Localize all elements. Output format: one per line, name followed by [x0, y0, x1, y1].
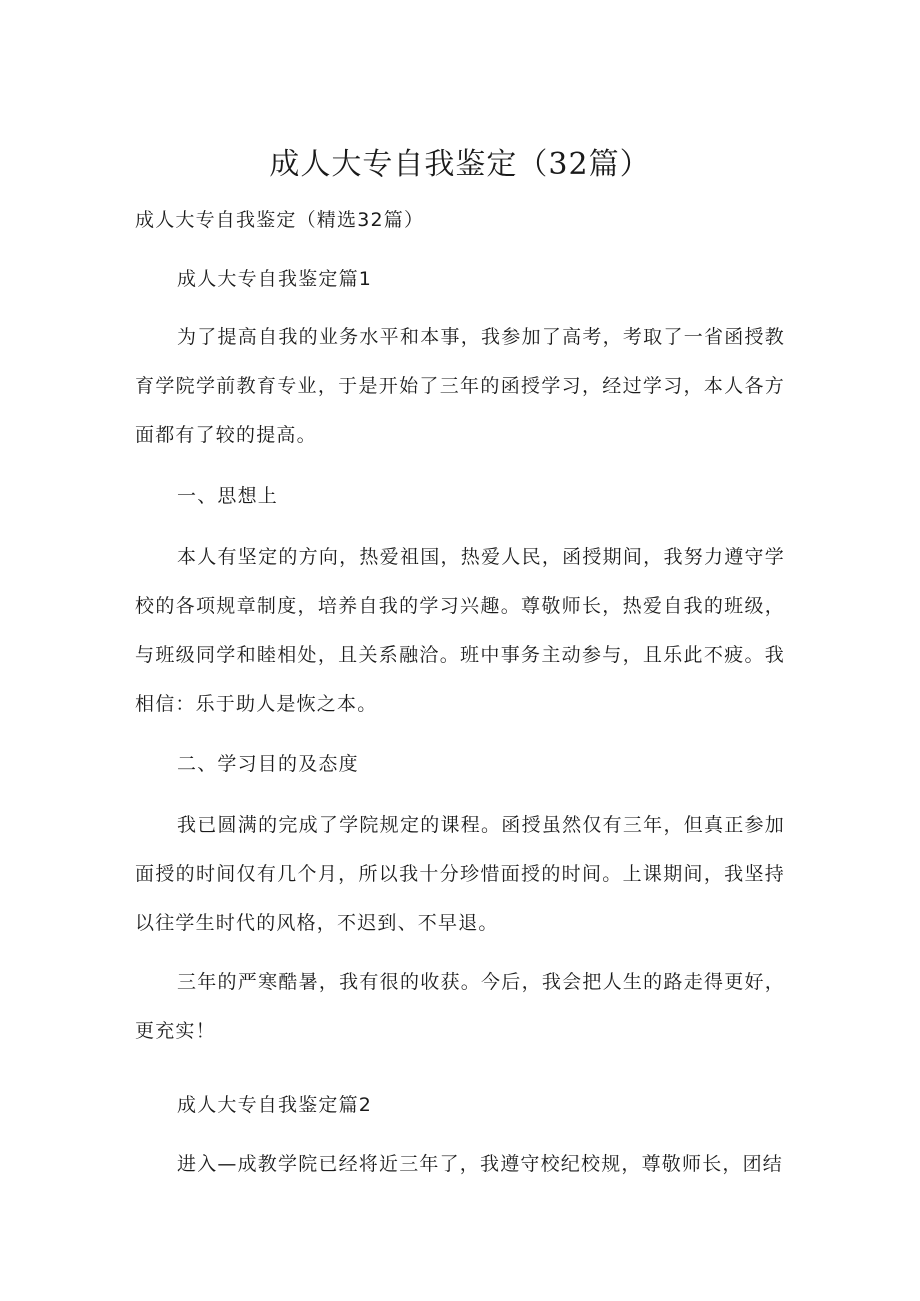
subheading-ideology: 一、思想上 [177, 485, 279, 507]
paragraph: 我已圆满的完成了学院规定的课程。函授虽然仅有三年，但真正参加面授的时间仅有几个月，所以我十分珍惜面授的时间。上课期间，我坚持以往学生时代的风格，不迟到、不早退。 [135, 814, 785, 934]
paragraph: 进入—成教学院已经将近三年了，我遵守校纪校规，尊敬师长，团结 [177, 1153, 784, 1175]
paragraph: 本人有坚定的方向，热爱祖国，热爱人民，函授期间，我努力遵守学校的各项规章制度，培养自我的学习兴趣。尊敬师长，热爱自我的班级，与班级同学和睦相处，且关系融洽。班中事务主动参与，且乐此不疲。我相信：乐于助人是恢之本。 [135, 546, 785, 715]
paragraph: 三年的严寒酷暑，我有很的收获。今后，我会把人生的路走得更好，更充实！ [135, 971, 785, 1042]
document-title: 成人大专自我鉴定（32篇） [269, 147, 651, 182]
paragraph: 为了提高自我的业务水平和本事，我参加了高考，考取了一省函授教育学院学前教育专业，于是开始了三年的函授学习，经过学习，本人各方面都有了较的提高。 [135, 326, 785, 446]
subheading-study-attitude: 二、学习目的及态度 [177, 753, 359, 775]
section-heading-2: 成人大专自我鉴定篇2 [177, 1094, 373, 1116]
section-heading-1: 成人大专自我鉴定篇1 [177, 268, 373, 290]
document-subtitle: 成人大专自我鉴定（精选32篇） [135, 209, 425, 231]
